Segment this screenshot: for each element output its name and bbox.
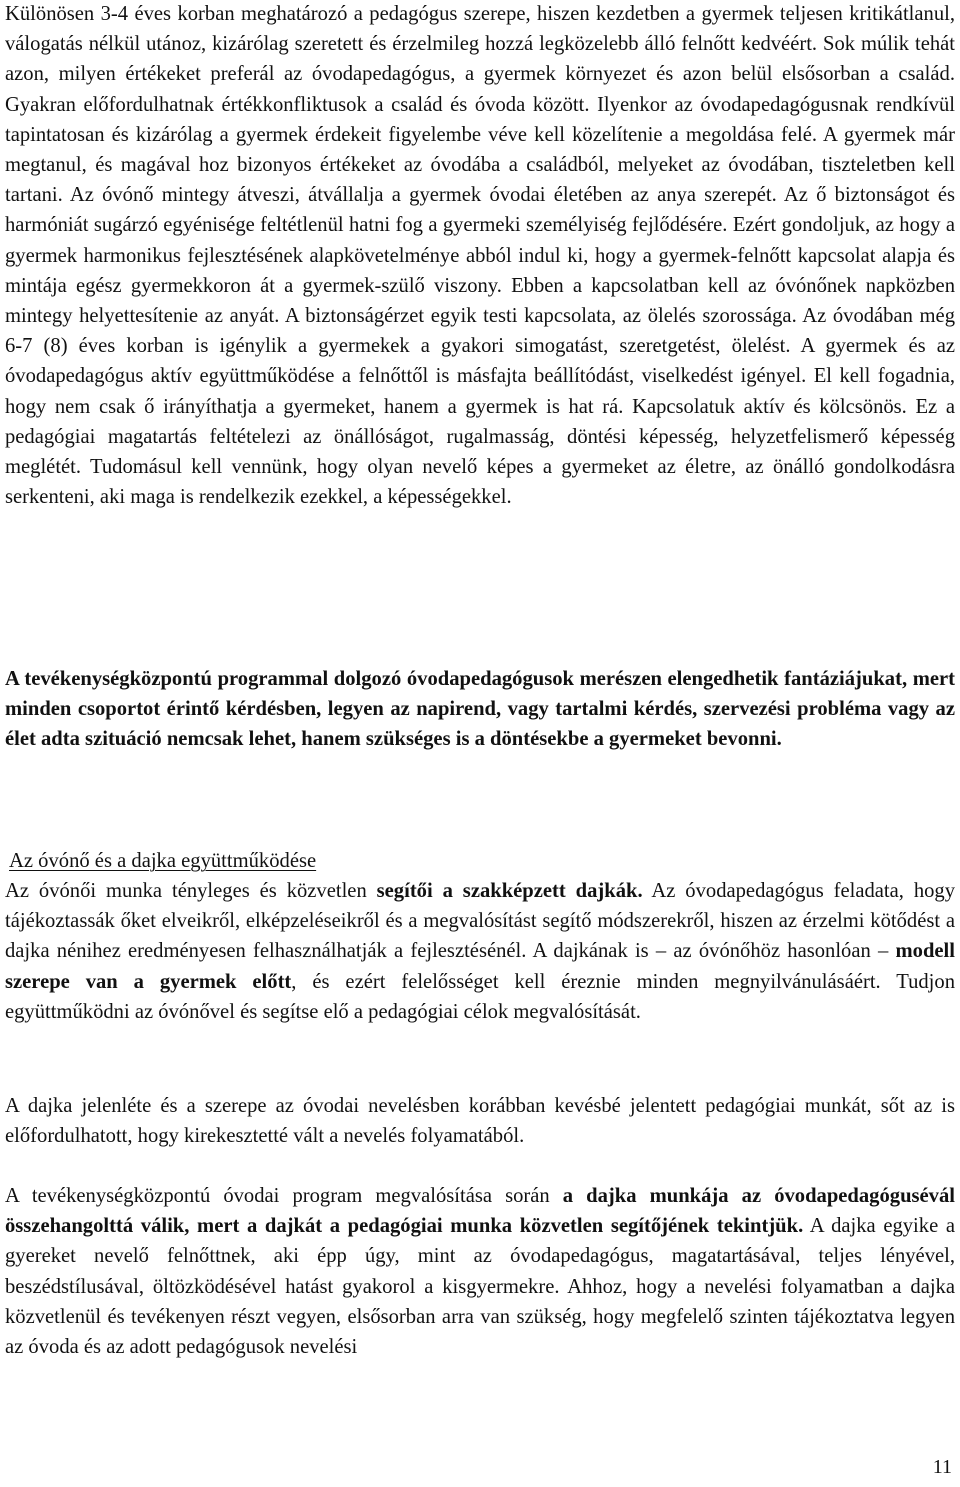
section-paragraph-2: A dajka jelenléte és a szerepe az óvodai nevelésben korábban kevésbé jelentett pedagógiai munkát, sőt az is előfordulhatott, hogy kirekesztetté vált a nevelés folyamatából.	[5, 1095, 955, 1148]
p1-bold-1: segítői a szakképzett dajkák.	[376, 880, 643, 902]
p1-bold-2: modell szerepe van a gyermek előtt	[5, 940, 955, 993]
p3-text-1: A tevékenységközpontú óvodai program megvalósítása során	[5, 1185, 563, 1207]
bold-paragraph: A tevékenységközpontú programmal dolgozó óvodapedagógusok merészen elengedhetik fantáziájukat, mert minden csoportot érintő kérdésben, legyen az napirend, vagy tartalmi kérdés, szervezési probléma vagy az élet adta szituáció nemcsak lehet, hanem szükséges is a döntésekbe a gyermeket bevonni.	[5, 668, 955, 751]
section-paragraph-3	[5, 1181, 955, 1362]
section-heading	[5, 846, 955, 876]
p1-text-2: Az óvodapedagógus feladata, hogy tájékoztassák őket elveikről, elképzeléseikről és a megvalósítást segítő módszerekről, hiszen az érzelmi kötődést a dajka nénihez eredményesen felhasználhatják a fejlesztésénél. A dajkának is – az óvónőhöz hasonlóan –	[5, 880, 956, 963]
p1-text-1: Az óvónői munka tényleges és közvetlen	[5, 880, 377, 902]
section-paragraph-1	[5, 876, 955, 1027]
p3-text-2: A dajka egyike a gyereket nevelő felnőttnek, aki épp úgy, mint az óvodapedagógus, magatartásával, teljes lényével, beszédstílusával, öltözködésével hatást gyakorol a kisgyermekre. Ahhoz, hogy a nevelési folyamatban a dajka közvetlenül és tevékenyen részt vegyen, elsősorban arra van szükség, hogy megfelelő szinten tájékoztatva legyen az óvoda és az adott pedagógusok nevelési	[5, 1215, 955, 1359]
page-number: 11	[932, 1456, 952, 1478]
p1-text-3: , és ezért felelősséget kell éreznie minden megnyilvánulásáért. Tudjon együttműködni az óvónővel és segítse elő a pedagógiai célok megvalósítását.	[5, 970, 956, 1023]
section-heading-text: Az óvónő és a dajka együttműködése	[9, 850, 317, 872]
p3-bold-1: a dajka munkája az óvodapedagógusévál összehangolttá válik, mert a dajkát a pedagógiai munka közvetlen segítőjének tekintjük.	[5, 1185, 955, 1238]
intro-paragraph: Különösen 3-4 éves korban meghatározó a pedagógus szerepe, hiszen kezdetben a gyermek teljesen kritikátlanul, válogatás nélkül utánoz, kizárólag szeretett és érzelmileg hozzá legközelebb álló felnőtt kedvéért. Sok múlik tehát azon, milyen értékeket preferál az óvodapedagógus, a gyermek környezet és azon belül elsősorban a család. Gyakran előfordulhatnak értékkonfliktusok a család és óvoda között. Ilyenkor az óvodapedagógusnak rendkívül tapintatosan és kizárólag a gyermek érdekeit figyelembe véve kell közelítenie a megoldása felé. A gyermek már megtanul, és magával hoz bizonyos értékeket az óvodába a családból, melyeket az óvodában, tiszteletben kell tartani. Az óvónő mintegy átveszi, átvállalja a gyermek óvodai életében az anya szerepét. Az ő biztonságot és harmóniát sugárzó egyénisége feltétlenül hatni fog a gyermeki személyiség fejlődésére. Ezért gondoljuk, az hogy a gyermek harmonikus fejlesztésének alapkövetelménye abból indul ki, hogy a gyermek-felnőtt kapcsolat alapja és mintája egész gyermekkoron át a gyermek-szülő viszony. Ebben a kapcsolatban kell az óvónőnek napközben mintegy helyettesítenie az anyát. A biztonságérzet egyik testi kapcsolata, az ölelés szorossága. Az óvodában még 6-7 (8) éves korban is igénylik a gyermekek a gyakori simogatást, szeretgetést, ölelést. A gyermek és az óvodapedagógus aktív együttműködése a felnőttől is másfajta beállítódást, viselkedést igényel. El kell fogadnia, hogy nem csak ő irányíthatja a gyermeket, hanem a gyermek is hat rá. Kapcsolatuk aktív és kölcsönös. Ez a pedagógiai magatartás feltételezi az önállóságot, rugalmasság, döntési képesség, helyzetfelismerő képesség meglétét. Tudomásul kell vennünk, hogy olyan nevelő képes a gyermeket az életre, az önálló gondolkodásra serkenteni, aki maga is rendelkezik ezekkel, a képességekkel.	[5, 3, 955, 509]
